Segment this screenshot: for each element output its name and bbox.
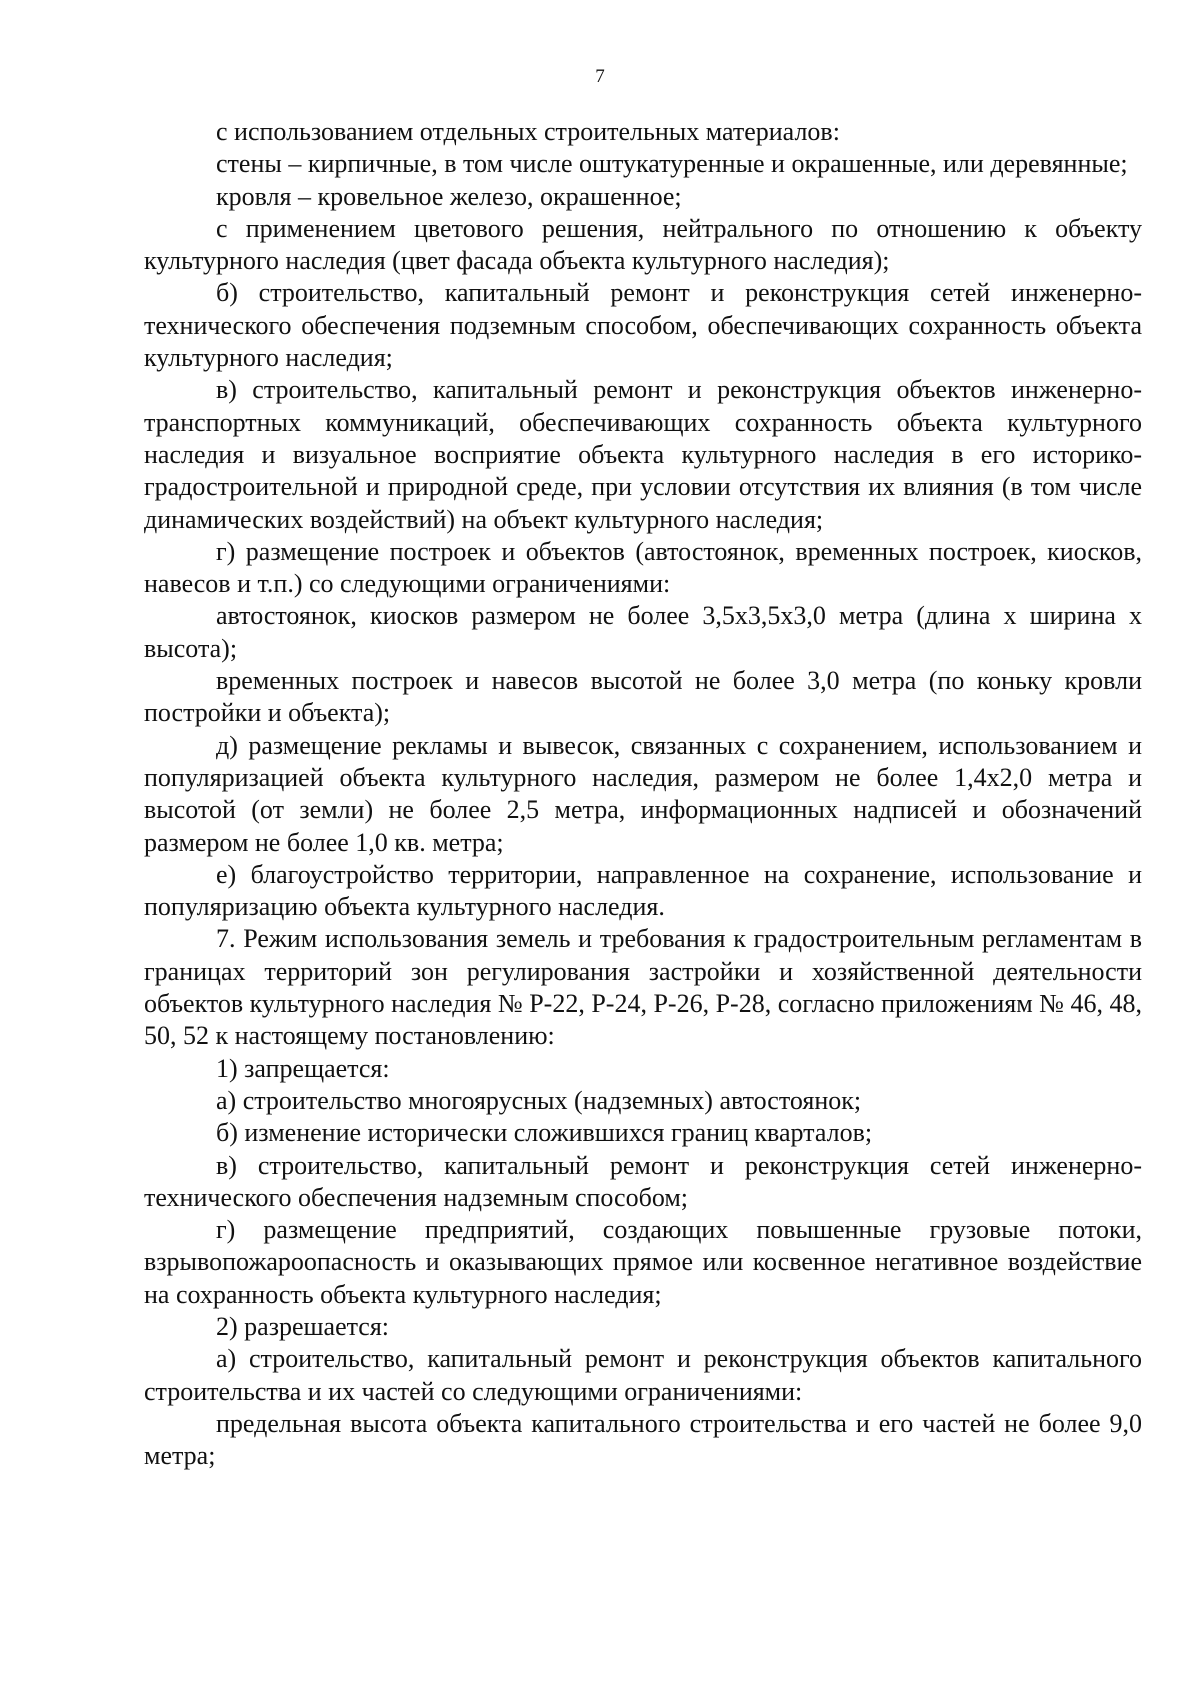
paragraph-prohibited-b: б) изменение исторически сложившихся границ кварталов; — [216, 1118, 873, 1148]
paragraph-permitted-a: а) строительство, капитальный ремонт и реконструкция объектов капитального строительства и их частей со следующими ограничениями: — [144, 1344, 1142, 1406]
paragraph-permitted-heading: 2) разрешается: — [216, 1311, 390, 1341]
paragraph-item-d-advertising: д) размещение рекламы и вывесок, связанных с сохранением, использованием и популяризацией объекта культурного наследия, размером не более 1,4х2,0 метра и высотой (от земли) не более 2,5 метра, информационных надписей и обозначений размером не более 1,0 кв. метра; — [144, 730, 1142, 857]
paragraph-item-b-underground-networks: б) строительство, капитальный ремонт и реконструкция сетей инженерно-технического обеспечения подземным способом, обеспечивающих сохранность объекта культурного наследия; — [144, 278, 1142, 373]
paragraph-item-g-buildings: г) размещение построек и объектов (автостоянок, временных построек, киосков, навесов и т.п.) со следующими ограничениями: — [144, 536, 1142, 599]
paragraph-height-limit: предельная высота объекта капитального строительства и его частей не более 9,0 метра; — [144, 1408, 1142, 1471]
paragraph-temporary-buildings: временных построек и навесов высотой не более 3,0 метра (по коньку кровли постройки и объекта); — [144, 666, 1142, 728]
paragraph-item-v-transport: в) строительство, капитальный ремонт и реконструкция объектов инженерно-транспортных коммуникаций, обеспечивающих сохранность объекта культурного наследия и визуальное восприятие объекта культурного наследия в его историко-градостроительной и природной среде, при условии отсутствия их влияния (в том числе динамических воздействий) на объект культурного наследия; — [144, 375, 1142, 534]
paragraph-walls: стены – кирпичные, в том числе оштукатуренные и окрашенные, или деревянные; — [216, 149, 1128, 179]
paragraph-prohibited-g: г) размещение предприятий, создающих повышенные грузовые потоки, взрывопожароопасность и оказывающих прямое или косвенное негативное воздействие на сохранность объекта культурного наследия; — [144, 1215, 1142, 1309]
paragraph-materials-intro: с использованием отдельных строительных материалов: — [216, 117, 840, 146]
paragraph-prohibited-heading: 1) запрещается: — [216, 1053, 390, 1083]
page-number: 7 — [595, 66, 605, 87]
paragraph-prohibited-v: в) строительство, капитальный ремонт и реконструкция сетей инженерно-технического обеспечения надземным способом; — [144, 1150, 1142, 1212]
paragraph-color-solution: с применением цветового решения, нейтрального по отношению к объекту культурного наследия (цвет фасада объекта культурного наследия); — [144, 213, 1142, 276]
paragraph-prohibited-a: а) строительство многоярусных (надземных) автостоянок; — [216, 1085, 862, 1115]
paragraph-roof: кровля – кровельное железо, окрашенное; — [216, 181, 682, 211]
paragraph-section-7: 7. Режим использования земель и требования к градостроительным регламентам в границах территорий зон регулирования застройки и хозяйственной деятельности объектов культурного наследия № Р-22, Р-24, Р-26, Р-28, согласно приложениям № 46, 48, 50, 52 к настоящему постановлению: — [144, 924, 1142, 1051]
paragraph-parking-kiosks: автостоянок, киосков размером не более 3,5х3,5х3,0 метра (длина х ширина х высота); — [144, 601, 1142, 663]
paragraph-item-e-landscaping: е) благоустройство территории, направленное на сохранение, использование и популяризацию объекта культурного наследия. — [144, 859, 1142, 922]
document-body — [144, 116, 1142, 1472]
